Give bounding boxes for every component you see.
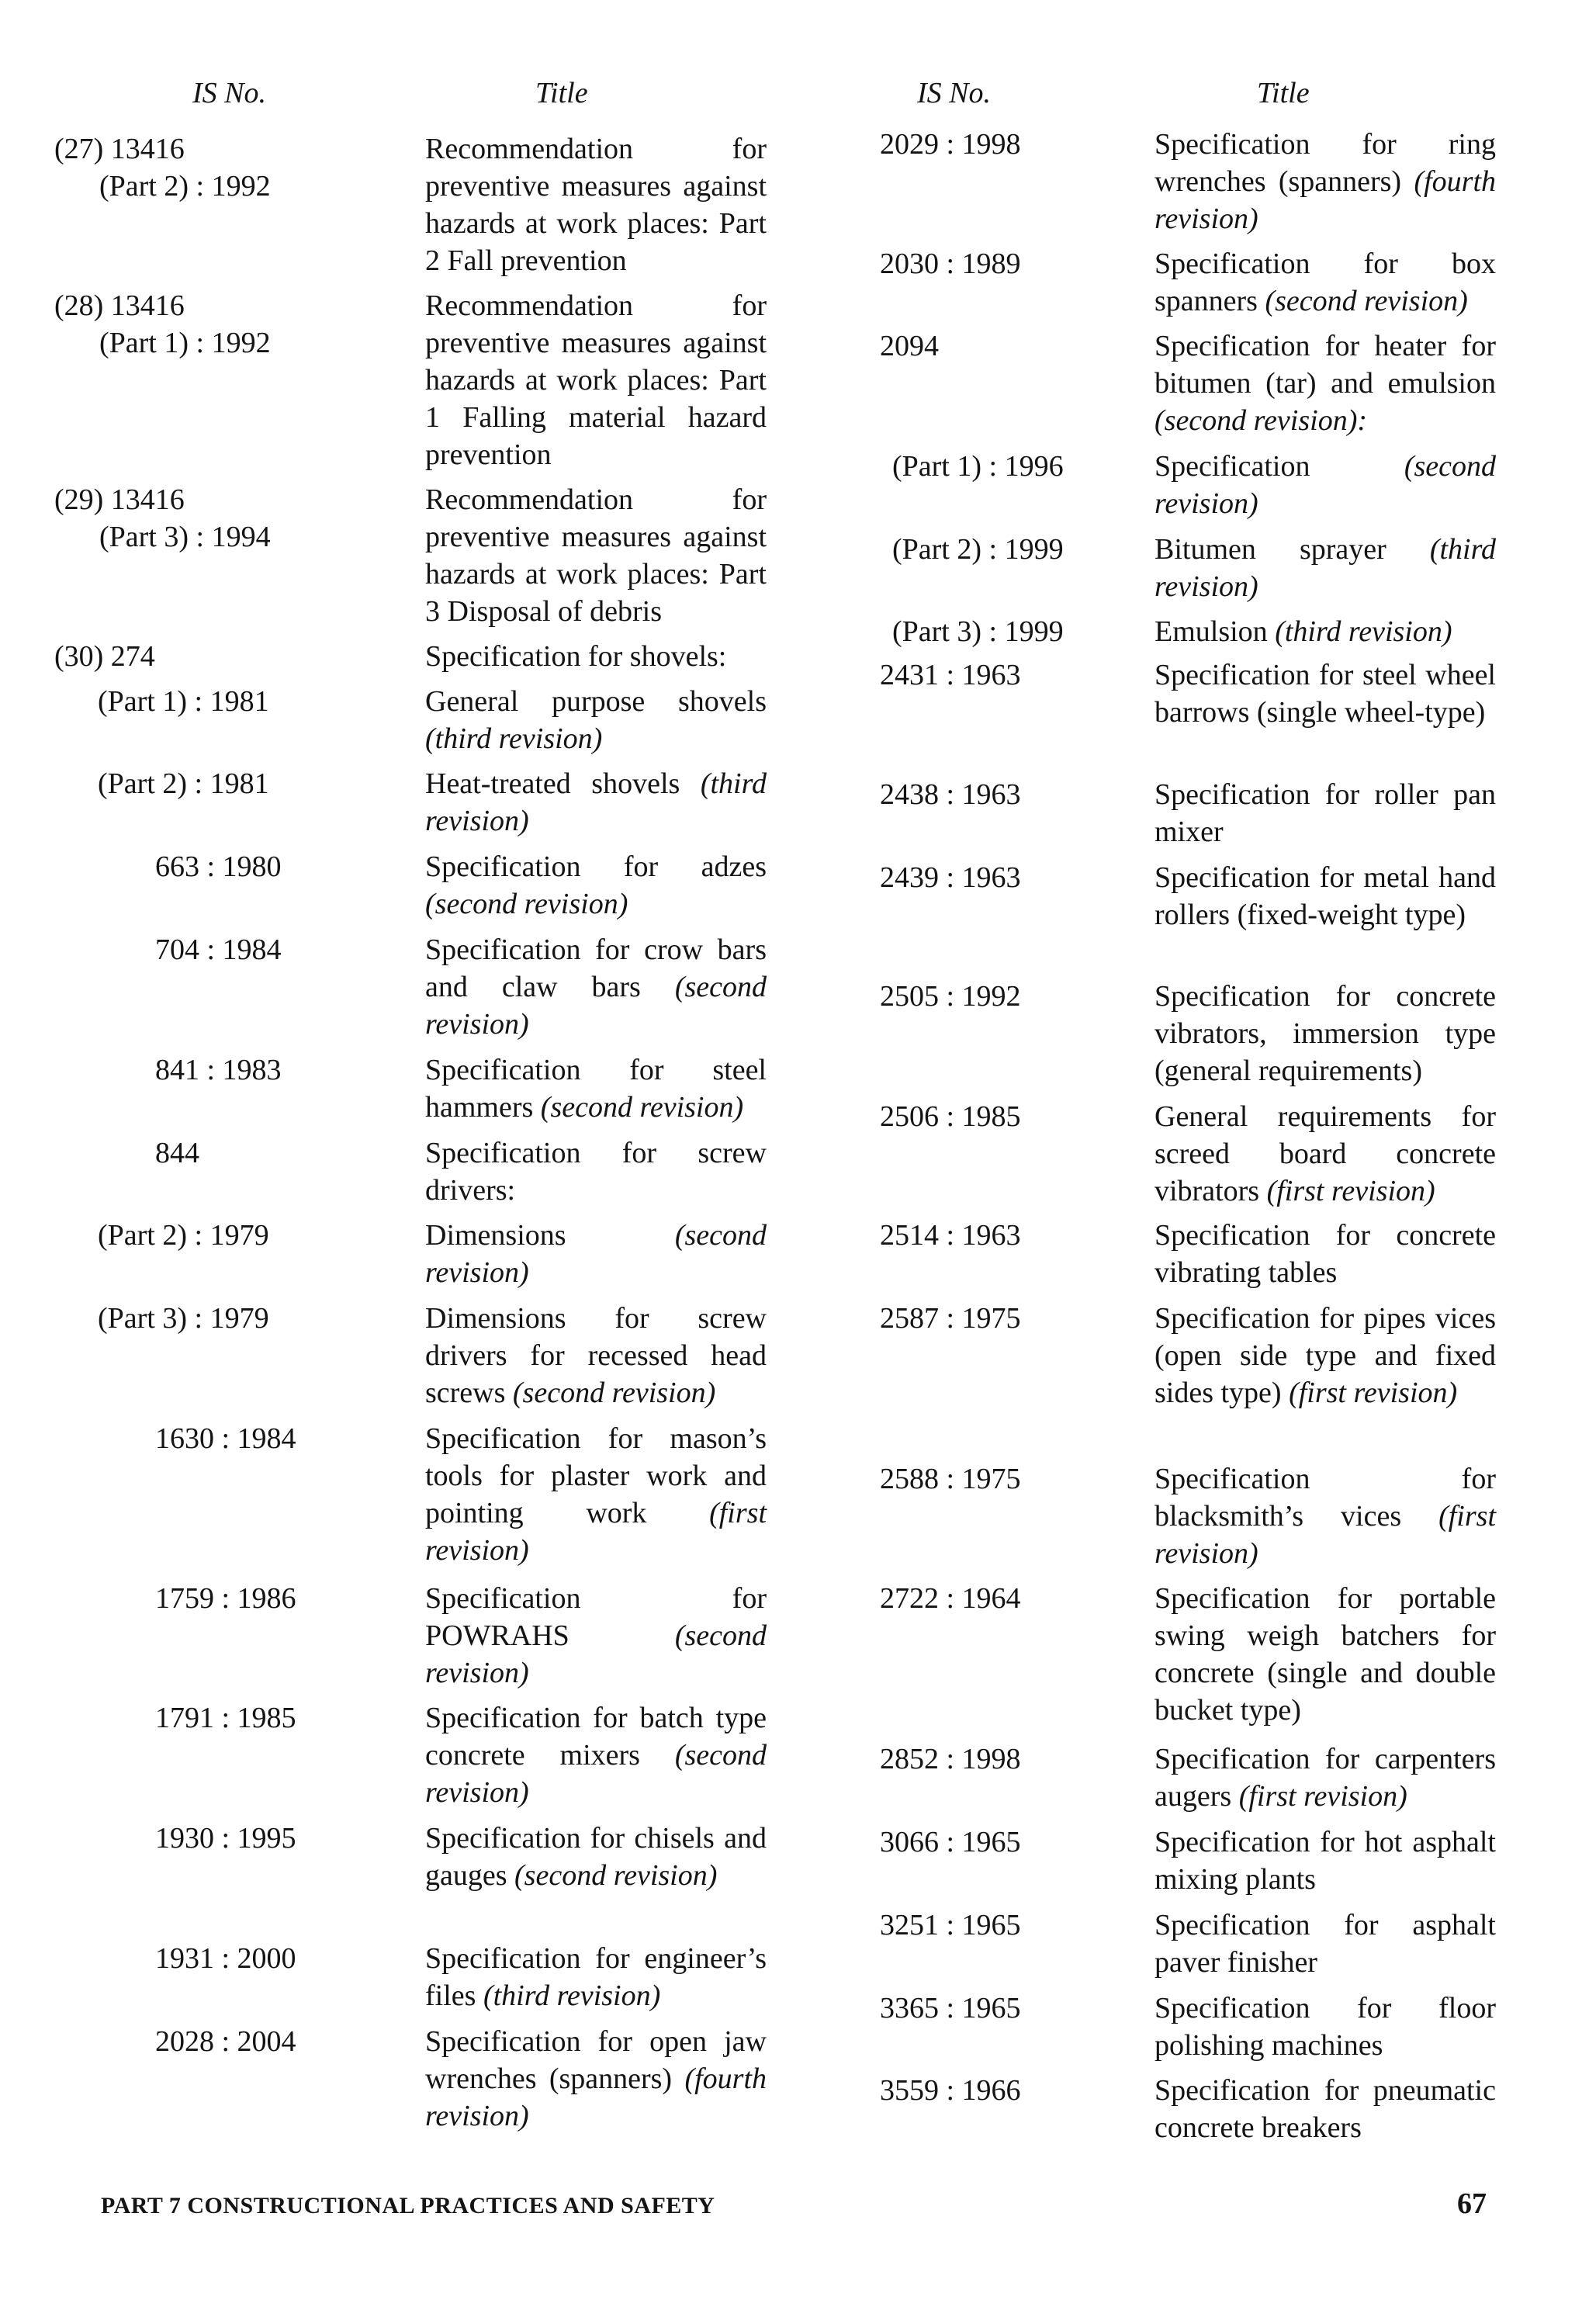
is-number: (Part 3) : 1994 (99, 521, 271, 553)
standard-title (1155, 776, 1496, 850)
is-number: (Part 1) : 1992 (99, 327, 271, 359)
title-text: Specification for open jaw wrenches (spanners) (425, 2025, 767, 2095)
standard-title (1155, 531, 1496, 605)
is-number: 2588 : 1975 (880, 1463, 1021, 1495)
is-number: 844 (155, 1137, 199, 1169)
is-number: 663 : 1980 (155, 850, 282, 883)
page-number: 67 (1457, 2187, 1487, 2220)
standard-title (1155, 245, 1496, 320)
title-text: Specification for portable swing weigh batchers for concrete (single and double bucket type) (1155, 1582, 1496, 1727)
title-text: Specification for carpenters augers (1155, 1743, 1496, 1813)
title-text: Emulsion (1155, 615, 1268, 648)
standard-title (425, 1580, 767, 1692)
title-text: Recommendation for preventive measures against hazards at work places: Part 2 Fall prevention (425, 133, 767, 277)
title-text: Specification for blacksmith’s vices (1155, 1463, 1496, 1533)
revision-note: (third revision) (483, 1979, 661, 2012)
right-title-header: Title (1257, 77, 1310, 109)
standard-title (425, 1699, 767, 1811)
title-text: Recommendation for preventive measures against hazards at work places: Part 1 Falling material hazard prevention (425, 289, 767, 471)
revision-note: (second revision) (1155, 450, 1496, 520)
standard-title (425, 931, 767, 1043)
title-text: Recommendation for preventive measures against hazards at work places: Part 3 Disposal of debris (425, 483, 767, 628)
footer-section-title: PART 7 CONSTRUCTIONAL PRACTICES AND SAFETY (101, 2193, 715, 2218)
title-text: Specification for metal hand rollers (fixed-weight type) (1155, 861, 1496, 931)
is-number: 3251 : 1965 (880, 1909, 1021, 1941)
is-number: (Part 1) : 1996 (892, 450, 1064, 483)
is-number: 841 : 1983 (155, 1054, 282, 1086)
title-text: Specification for steel wheel barrows (single wheel-type) (1155, 659, 1496, 729)
is-number: (Part 2) : 1999 (892, 533, 1064, 566)
revision-note: (second revision) (425, 1219, 767, 1289)
is-number: 2505 : 1992 (880, 980, 1021, 1013)
left-isno-header: IS No. (192, 77, 266, 109)
is-number: 704 : 1984 (155, 933, 282, 966)
revision-note: (second revision) (514, 1859, 718, 1892)
is-number: (30) 274 (54, 640, 155, 673)
revision-note: (second revision): (1155, 404, 1367, 437)
title-text: Specification for engineer’s files (425, 1942, 767, 2012)
revision-note: (second revision) (1265, 285, 1468, 317)
is-number: (Part 1) : 1981 (98, 685, 269, 718)
title-text: Specification for floor polishing machines (1155, 1992, 1496, 2062)
is-number: 2029 : 1998 (880, 128, 1021, 161)
standard-title (1155, 1740, 1496, 1815)
left-title-header: Title (535, 77, 588, 109)
standard-title (425, 1940, 767, 2014)
title-text: Specification for mason’s tools for plaster work and pointing work (425, 1422, 767, 1529)
is-number: (28) 13416 (54, 289, 185, 322)
title-text: Specification for asphalt paver finisher (1155, 1909, 1496, 1979)
right-isno-header: IS No. (917, 77, 991, 109)
is-number: (Part 2) : 1981 (98, 767, 269, 800)
title-text: Bitumen sprayer (1155, 533, 1386, 566)
is-number: (Part 3) : 1979 (98, 1302, 269, 1335)
standard-title (425, 2023, 767, 2135)
title-text: Specification for crow bars and claw bars (425, 933, 767, 1003)
revision-note: (first revision) (425, 1497, 767, 1567)
is-number: 2030 : 1989 (880, 248, 1021, 280)
is-number: 2431 : 1963 (880, 659, 1021, 691)
revision-note: (second revision) (425, 1619, 767, 1689)
revision-note: (second revision) (540, 1091, 744, 1124)
is-number: (Part 3) : 1999 (892, 615, 1064, 648)
standard-title (425, 287, 767, 473)
revision-note: (fourth revision) (1155, 165, 1496, 235)
title-text: Specification for concrete vibrating tables (1155, 1219, 1496, 1289)
standard-title (425, 1134, 767, 1209)
title-text: General purpose shovels (425, 685, 767, 718)
is-number: 3365 : 1965 (880, 1992, 1021, 2024)
is-number: 2852 : 1998 (880, 1743, 1021, 1775)
standard-title (425, 765, 767, 840)
revision-note: (second revision) (425, 971, 767, 1041)
is-number: 3559 : 1966 (880, 2074, 1021, 2107)
revision-note: (third revision) (425, 767, 767, 837)
is-number: 3066 : 1965 (880, 1826, 1021, 1858)
standard-title (1155, 978, 1496, 1089)
standard-title (1155, 656, 1496, 731)
title-text: Specification for adzes (425, 850, 767, 883)
title-text: Specification for ring wrenches (spanners) (1155, 128, 1496, 198)
standard-title (425, 1420, 767, 1569)
is-number: 2094 (880, 330, 939, 362)
is-number: 2514 : 1963 (880, 1219, 1021, 1252)
standard-title (1155, 327, 1496, 439)
standard-title (1155, 613, 1496, 650)
is-number: 1759 : 1986 (155, 1582, 296, 1615)
is-number: 2587 : 1975 (880, 1302, 1021, 1335)
revision-note: (third revision) (1155, 533, 1496, 603)
title-text: Dimensions (425, 1219, 566, 1252)
title-text: Specification for concrete vibrators, immersion type (general requirements) (1155, 980, 1496, 1087)
is-number: 1630 : 1984 (155, 1422, 296, 1455)
standard-title (425, 1300, 767, 1411)
standard-title (425, 1217, 767, 1291)
is-number: 2506 : 1985 (880, 1100, 1021, 1133)
title-text: Specification for batch type concrete mixers (425, 1702, 767, 1772)
title-text: Dimensions for screw drivers for recessed head screws (425, 1302, 767, 1409)
is-number: 1791 : 1985 (155, 1702, 296, 1734)
title-text: Specification for steel hammers (425, 1054, 767, 1124)
standard-title (1155, 1824, 1496, 1898)
title-text: Specification for pipes vices (open side type and fixed sides type) (1155, 1302, 1496, 1409)
revision-note: (fourth revision) (425, 2063, 767, 2132)
standard-title (1155, 859, 1496, 933)
is-number: 2438 : 1963 (880, 778, 1021, 811)
standard-title (425, 1820, 767, 1894)
revision-note: (third revision) (1275, 615, 1452, 648)
standard-title (425, 1051, 767, 1126)
revision-note: (first revision) (1238, 1780, 1407, 1813)
title-text: Specification for chisels and gauges (425, 1822, 767, 1892)
title-text: Specification for box spanners (1155, 248, 1496, 317)
revision-note: (second revision) (425, 888, 628, 920)
standard-title (1155, 1907, 1496, 1981)
is-number: 2439 : 1963 (880, 861, 1021, 894)
title-text: General requirements for screed board concrete vibrators (1155, 1100, 1496, 1207)
is-number: (29) 13416 (54, 483, 185, 516)
standard-title (1155, 2072, 1496, 2146)
standard-title (425, 638, 767, 675)
standard-title (1155, 1990, 1496, 2064)
standard-title (425, 848, 767, 923)
is-number: (27) 13416 (54, 133, 185, 165)
title-text: Specification for screw drivers: (425, 1137, 767, 1207)
is-number: (Part 2) : 1992 (99, 170, 271, 203)
standard-title (1155, 1580, 1496, 1729)
is-number: (Part 2) : 1979 (98, 1219, 269, 1252)
standard-title (425, 481, 767, 630)
revision-note: (first revision) (1289, 1377, 1458, 1409)
standard-title (1155, 448, 1496, 522)
title-text: Specification for heater for bitumen (tar) and emulsion (1155, 330, 1496, 400)
revision-note: (second revision) (425, 1739, 767, 1809)
is-number: 2722 : 1964 (880, 1582, 1021, 1615)
title-text: Heat-treated shovels (425, 767, 680, 800)
is-number: 1931 : 2000 (155, 1942, 296, 1975)
title-text: Specification for hot asphalt mixing plants (1155, 1826, 1496, 1896)
title-text: Specification for roller pan mixer (1155, 778, 1496, 848)
standard-title (1155, 1098, 1496, 1210)
standard-title (1155, 1300, 1496, 1411)
revision-note: (third revision) (425, 722, 603, 755)
is-number: 1930 : 1995 (155, 1822, 296, 1855)
revision-note: (second revision) (512, 1377, 716, 1409)
standard-title (1155, 126, 1496, 237)
standard-title (425, 130, 767, 279)
title-text: Specification for shovels: (425, 640, 727, 673)
standard-title (1155, 1217, 1496, 1291)
revision-note: (first revision) (1155, 1500, 1496, 1570)
title-text: Specification for pneumatic concrete breakers (1155, 2074, 1496, 2144)
title-text: Specification (1155, 450, 1310, 483)
standard-title (425, 683, 767, 757)
standard-title (1155, 1460, 1496, 1572)
is-number: 2028 : 2004 (155, 2025, 296, 2058)
revision-note: (first revision) (1266, 1175, 1435, 1207)
title-text: Specification for POWRAHS (425, 1582, 767, 1652)
